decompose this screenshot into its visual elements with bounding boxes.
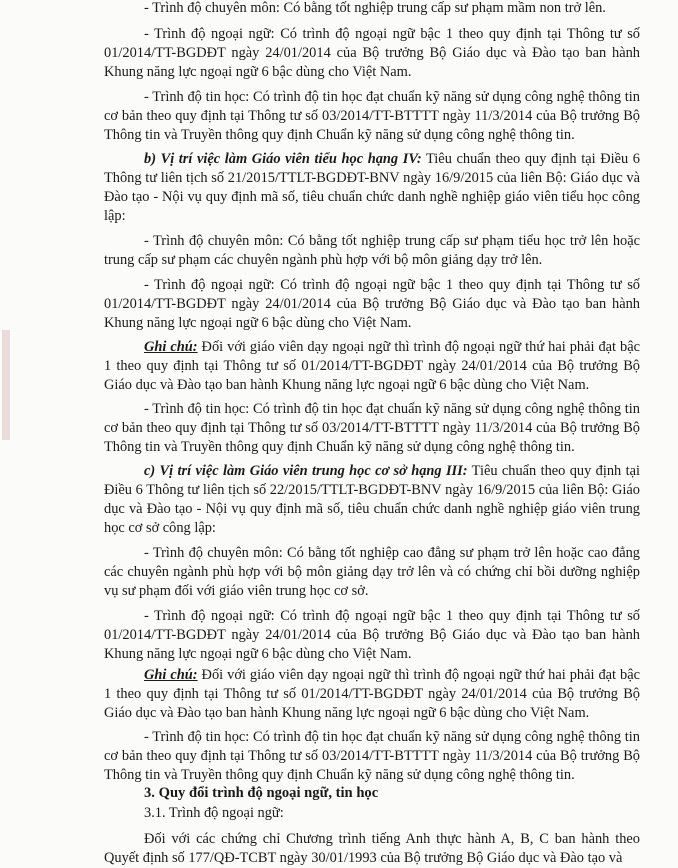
paragraph-9: c) Vị trí việc làm Giáo viên trung học cơ sở hạng III: Tiêu chuẩn theo quy định tại Điều 6 Thông tư liên tịch số 22/2015/TTLT-BGDĐT-BNV ngày 16/9/2015 của liên Bộ: Giáo dục và Đào tạo - Nội vụ quy định mã số, tiêu chuẩn chức danh nghề nghiệp giáo viên trung học cơ sở công lập: <box>104 463 640 536</box>
paragraph-2: - Trình độ ngoại ngữ: Có trình độ ngoại ngữ bậc 1 theo quy định tại Thông tư số 01/2014/TT-BGDĐT ngày 24/01/2014 của Bộ trưởng Bộ Giáo dục và Đào tạo ban hành Khung năng lực ngoại ngữ 6 bậc dùng cho Việt Nam. <box>104 26 640 80</box>
stamp-edge-mark <box>0 330 14 440</box>
paragraph-11: - Trình độ ngoại ngữ: Có trình độ ngoại ngữ bậc 1 theo quy định tại Thông tư số 01/2014/TT-BGDĐT ngày 24/01/2014 của Bộ trưởng Bộ Giáo dục và Đào tạo ban hành Khung năng lực ngoại ngữ 6 bậc dùng cho Việt Nam. <box>104 608 640 662</box>
paragraph-8: - Trình độ tin học: Có trình độ tin học đạt chuẩn kỹ năng sử dụng công nghệ thông tin cơ bản theo quy định tại Thông tư số 03/2014/TT-BTTTT ngày 11/3/2014 của Bộ trưởng Bộ Thông tin và Truyền thông quy định Chuẩn kỹ năng sử dụng công nghệ thông tin. <box>104 401 640 455</box>
paragraph-3: - Trình độ tin học: Có trình độ tin học đạt chuẩn kỹ năng sử dụng công nghệ thông tin cơ bản theo quy định tại Thông tư số 03/2014/TT-BTTTT ngày 11/3/2014 của Bộ trưởng Bộ Thông tin và Truyền thông quy định Chuẩn kỹ năng sử dụng công nghệ thông tin. <box>104 89 640 143</box>
paragraph-10: - Trình độ chuyên môn: Có bằng tốt nghiệp cao đẳng sư phạm trở lên hoặc cao đẳng các chuyên ngành phù hợp với bộ môn giảng dạy trở lên và có chứng chỉ bồi dưỡng nghiệp vụ sư phạm đối với giáo viên trung học cơ sở. <box>104 545 640 599</box>
last-paragraph: Đối với các chứng chỉ Chương trình tiếng Anh thực hành A, B, C ban hành theo Quyết định số 177/QĐ-TCBT ngày 30/01/1993 của Bộ trưởng Bộ Giáo dục và Đào tạo và <box>104 831 640 866</box>
paragraph-1: - Trình độ chuyên môn: Có bằng tốt nghiệp trung cấp sư phạm mầm non trở lên. <box>144 0 606 16</box>
paragraph-13: - Trình độ tin học: Có trình độ tin học đạt chuẩn kỹ năng sử dụng công nghệ thông tin cơ bản theo quy định tại Thông tư số 03/2014/TT-BTTTT ngày 11/3/2014 của Bộ trưởng Bộ Thông tin và Truyền thông quy định Chuẩn kỹ năng sử dụng công nghệ thông tin. <box>104 729 640 783</box>
section-b-lead: b) Vị trí việc làm Giáo viên tiểu học hạng IV: <box>144 151 422 167</box>
paragraph-12: Ghi chú: Đối với giáo viên dạy ngoại ngữ thì trình độ ngoại ngữ thứ hai phải đạt bậc 1 theo quy định tại Thông tư số 01/2014/TT-BGDĐT ngày 24/01/2014 của Bộ trưởng Bộ Giáo dục và Đào tạo ban hành Khung năng lực ngoại ngữ 6 bậc dùng cho Việt Nam. <box>104 667 640 721</box>
section-heading: 3. Quy đổi trình độ ngoại ngữ, tin học <box>144 785 379 801</box>
note-label-2: Ghi chú: <box>144 667 198 683</box>
section-c-lead: c) Vị trí việc làm Giáo viên trung học cơ sở hạng III: <box>144 463 468 479</box>
paragraph-5: - Trình độ chuyên môn: Có bằng tốt nghiệp trung cấp sư phạm tiểu học trở lên hoặc trung cấp sư phạm các chuyên ngành phù hợp với bộ môn giảng dạy trở lên. <box>104 233 640 268</box>
paragraph-6: - Trình độ ngoại ngữ: Có trình độ ngoại ngữ bậc 1 theo quy định tại Thông tư số 01/2014/TT-BGDĐT ngày 24/01/2014 của Bộ trưởng Bộ Giáo dục và Đào tạo ban hành Khung năng lực ngoại ngữ 6 bậc dùng cho Việt Nam. <box>104 277 640 331</box>
note-label: Ghi chú: <box>144 339 198 355</box>
paragraph-7: Ghi chú: Đối với giáo viên dạy ngoại ngữ thì trình độ ngoại ngữ thứ hai phải đạt bậc 1 theo quy định tại Thông tư số 01/2014/TT-BGDĐT ngày 24/01/2014 của Bộ trưởng Bộ Giáo dục và Đào tạo ban hành Khung năng lực ngoại ngữ 6 bậc dùng cho Việt Nam. <box>104 339 640 393</box>
paragraph-4: b) Vị trí việc làm Giáo viên tiểu học hạng IV: Tiêu chuẩn theo quy định tại Điều 6 Thông tư liên tịch số 21/2015/TTLT-BGDĐT-BNV ngày 16/9/2015 của liên Bộ: Giáo dục và Đào tạo - Nội vụ quy định mã số, tiêu chuẩn chức danh nghề nghiệp giáo viên tiểu học công lập: <box>104 151 640 224</box>
subsection-label: 3.1. Trình độ ngoại ngữ: <box>144 805 284 821</box>
